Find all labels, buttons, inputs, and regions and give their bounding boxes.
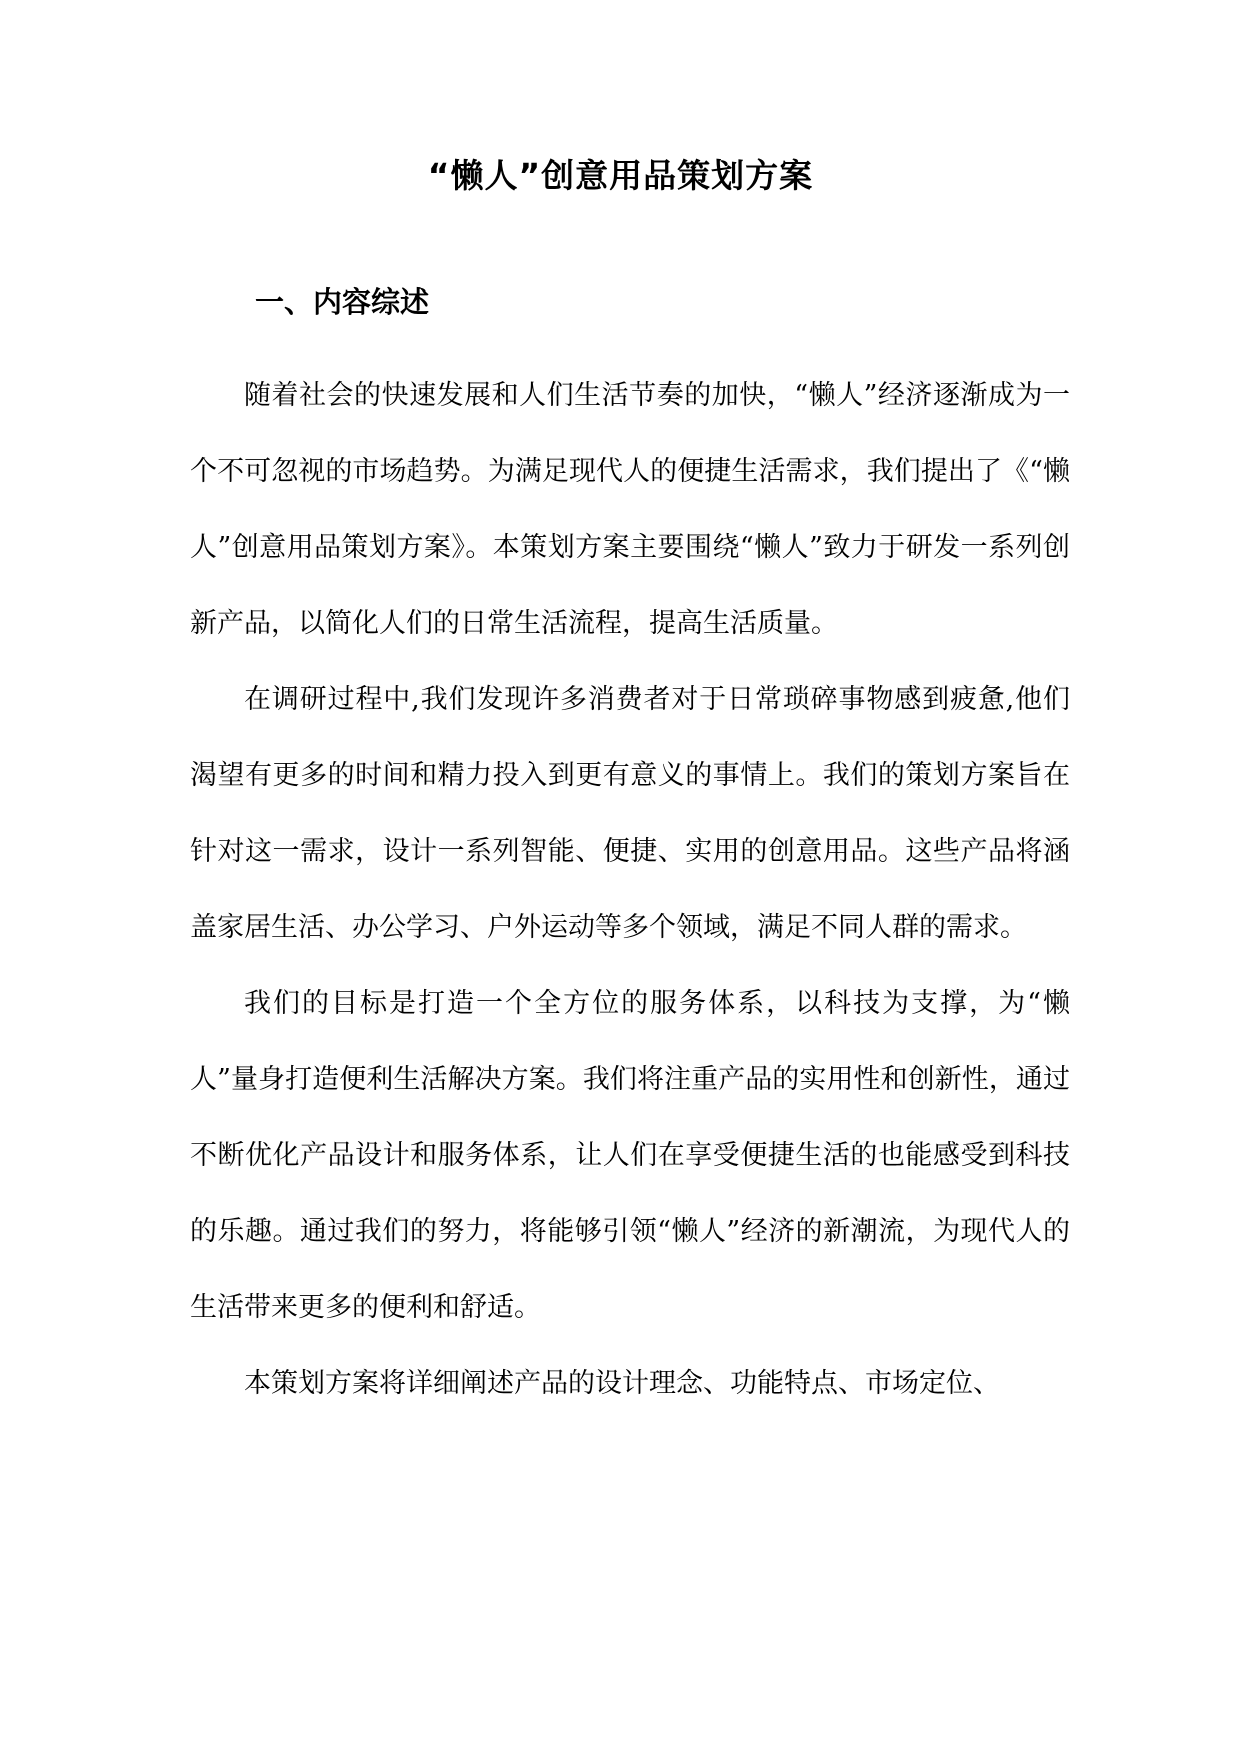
document-title: “懒人”创意用品策划方案 bbox=[427, 156, 814, 195]
document-body bbox=[190, 358, 1070, 1422]
paragraph-1: 随着社会的快速发展和人们生活节奏的加快，“懒人”经济逐渐成为一个不可忽视的市场趋势。为满足现代人的便捷生活需求，我们提出了《“懒人”创意用品策划方案》。本策划方案主要围绕“懒人”致力于研发一系列创新产品，以简化人们的日常生活流程，提高生活质量。 bbox=[190, 380, 1070, 639]
paragraph-2: 在调研过程中,我们发现许多消费者对于日常琐碎事物感到疲惫,他们渴望有更多的时间和精力投入到更有意义的事情上。我们的策划方案旨在针对这一需求，设计一系列智能、便捷、实用的创意用品。这些产品将涵盖家居生活、办公学习、户外运动等多个领域，满足不同人群的需求。 bbox=[190, 684, 1070, 943]
section-heading: 一、内容综述 bbox=[255, 285, 430, 319]
paragraph-4: 本策划方案将详细阐述产品的设计理念、功能特点、市场定位、 bbox=[244, 1368, 1000, 1399]
paragraph-3: 我们的目标是打造一个全方位的服务体系，以科技为支撑，为“懒人”量身打造便利生活解决方案。我们将注重产品的实用性和创新性，通过不断优化产品设计和服务体系，让人们在享受便捷生活的也能感受到科技的乐趣。通过我们的努力，将能够引领“懒人”经济的新潮流，为现代人的生活带来更多的便利和舒适。 bbox=[190, 988, 1070, 1323]
